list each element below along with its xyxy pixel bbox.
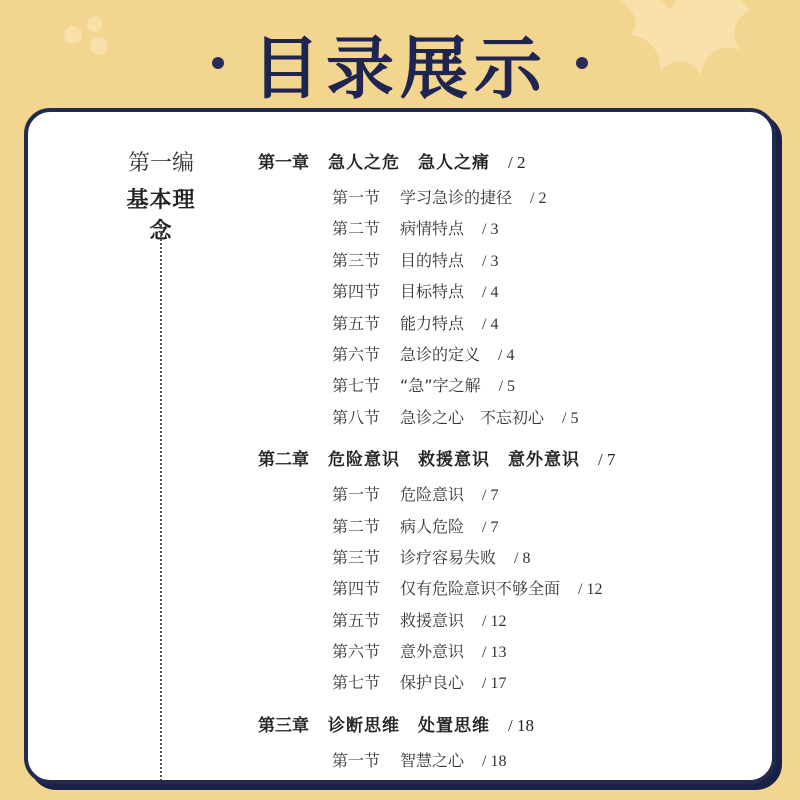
- section-number: 第一节: [332, 485, 381, 505]
- left-dot-icon: [212, 57, 224, 69]
- section-title: “急”字之解: [400, 376, 481, 396]
- section-row: [258, 573, 758, 604]
- section-title: 学习急诊的捷径: [400, 188, 513, 207]
- section-title: 仅有危险意识不够全面: [400, 579, 561, 599]
- chapter-row: [258, 148, 758, 182]
- right-dot-icon: [576, 57, 588, 69]
- section-number: 第七节: [332, 376, 381, 396]
- section-row: [258, 667, 758, 698]
- section-page: / 4: [498, 346, 515, 364]
- section-page: / 8: [514, 549, 531, 567]
- section-title: 救援意识: [400, 610, 465, 630]
- section-number: 第八节: [332, 407, 381, 427]
- section-page: / 12: [482, 612, 507, 630]
- section-number: 第四节: [332, 282, 381, 302]
- section-number: 第二节: [332, 219, 381, 239]
- section-row: [258, 542, 758, 573]
- section-row: [258, 245, 758, 276]
- section-number: 第三节: [332, 547, 381, 567]
- section-row: [258, 745, 758, 776]
- section-row: [258, 370, 758, 401]
- section-number: 第七节: [332, 673, 381, 693]
- section-number: 第四节: [332, 579, 381, 599]
- section-number: 第六节: [332, 344, 381, 364]
- section-row: [258, 339, 758, 370]
- chapter-page: / 7: [598, 450, 616, 470]
- section-page: / 5: [562, 409, 579, 427]
- chapter-number: 第一章: [258, 153, 309, 173]
- section-number: 第二节: [332, 516, 381, 536]
- section-page: / 5: [498, 378, 516, 396]
- chapter-row: [258, 445, 758, 479]
- chapter-title: 急人之危 急人之痛: [328, 153, 490, 173]
- section-title: 目标特点: [400, 282, 465, 302]
- chapter-row: [258, 711, 758, 745]
- section-number: 第五节: [332, 313, 381, 333]
- toc-card: [24, 108, 776, 784]
- section-row: [258, 308, 758, 339]
- dotted-divider: [160, 224, 162, 784]
- section-page: / 3: [482, 221, 499, 239]
- section-number: 第一节: [332, 188, 381, 207]
- section-page: / 18: [482, 752, 507, 770]
- section-title: 病情特点: [400, 219, 465, 239]
- section-page: / 4: [482, 315, 499, 333]
- section-row: [258, 276, 758, 307]
- section-title: 急诊之心 不忘初心: [400, 407, 545, 427]
- chapter-page: / 2: [508, 153, 526, 172]
- section-row: [258, 605, 758, 636]
- section-page: / 12: [578, 581, 603, 599]
- section-number: 第一节: [332, 750, 381, 770]
- part-name: 基本理念: [126, 188, 196, 244]
- section-row: [258, 402, 758, 433]
- section-title: 急诊的定义: [400, 344, 481, 364]
- section-row: [258, 182, 758, 213]
- section-number: 第五节: [332, 610, 381, 630]
- chapter-number: 第二章: [258, 450, 309, 471]
- section-title: 意外意识: [400, 642, 465, 662]
- section-page: / 7: [482, 487, 499, 505]
- page-title: 目录展示: [251, 29, 548, 109]
- section-row: [258, 636, 758, 667]
- section-page: / 4: [482, 284, 499, 302]
- section-title: 目的特点: [400, 250, 465, 270]
- chapter-page: / 18: [508, 715, 534, 735]
- section-row: [258, 213, 758, 244]
- part-number: 第一编: [127, 151, 194, 176]
- chapter-title: 危险意识 救援意识 意外意识: [328, 450, 580, 471]
- section-page: / 2: [530, 190, 547, 207]
- page-header: [0, 18, 800, 108]
- chapter-number: 第三章: [258, 715, 309, 736]
- section-title: 病人危险: [400, 516, 465, 536]
- section-title: 诊疗容易失败: [400, 547, 497, 567]
- section-title: 能力特点: [400, 313, 465, 333]
- section-title: 保护良心: [400, 673, 465, 693]
- section-number: 第六节: [332, 642, 381, 662]
- section-title: 智慧之心: [400, 750, 465, 770]
- section-page: / 7: [482, 518, 499, 536]
- section-title: 危险意识: [400, 485, 465, 505]
- table-of-contents: [258, 148, 758, 776]
- section-row: [258, 479, 758, 510]
- section-row: [258, 511, 758, 542]
- chapter-title: 诊断思维 处置思维: [328, 715, 490, 736]
- section-number: 第三节: [332, 250, 381, 270]
- section-page: / 13: [482, 644, 507, 662]
- section-page: / 17: [482, 675, 507, 693]
- section-page: / 3: [482, 252, 499, 270]
